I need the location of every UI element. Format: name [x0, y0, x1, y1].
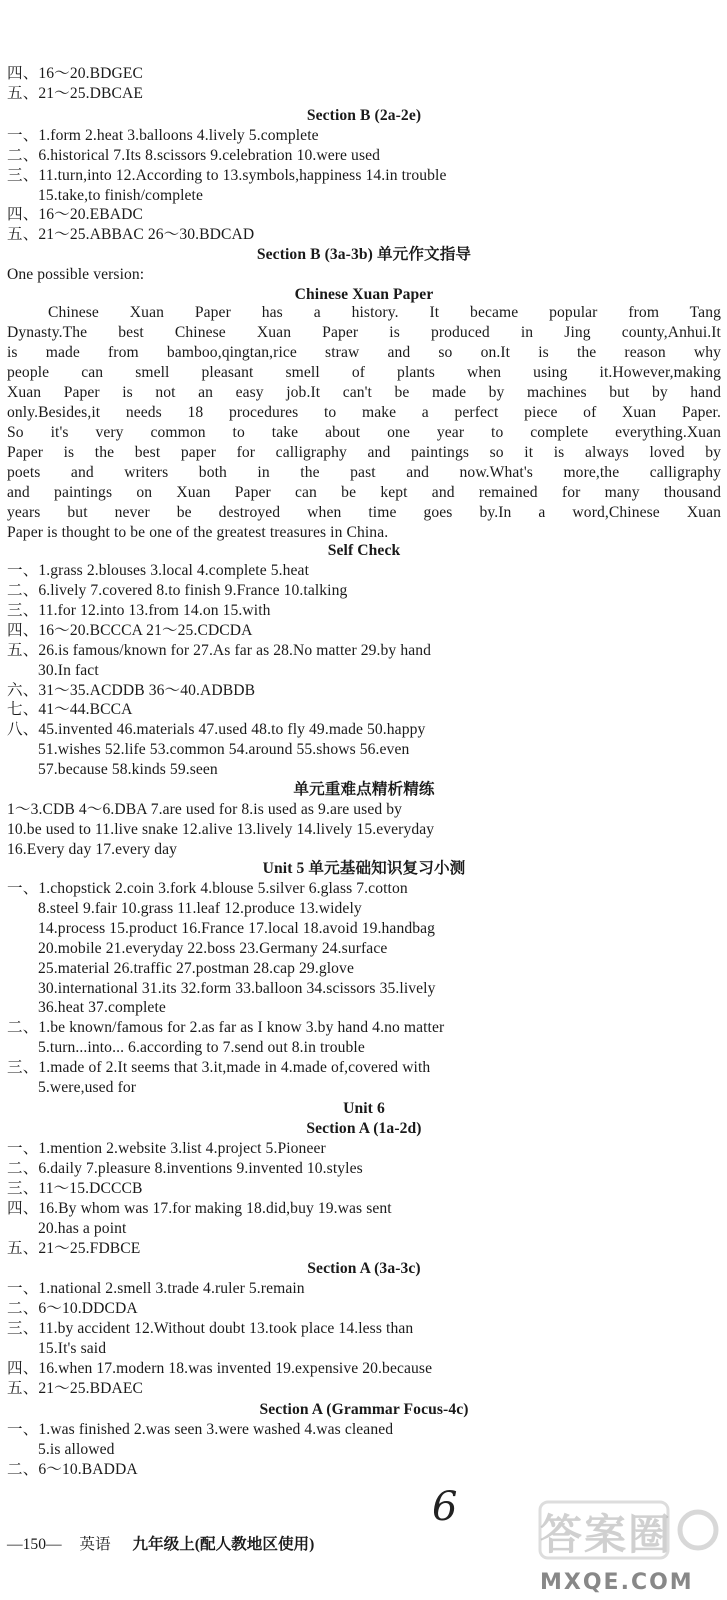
section-heading: Section B (3a-3b) 单元作文指导 — [256, 246, 472, 263]
answer-row: 30.international 31.its 32.form 33.balloon 34.scissors 35.lively — [38, 980, 436, 997]
answer-row: 15.take,to finish/complete — [38, 187, 203, 204]
answer-row: 一、1.grass 2.blouses 3.local 4.complete 5.heat — [7, 562, 310, 579]
answer-row: 三、11.turn,into 12.According to 13.symbols,happiness 14.in trouble — [7, 167, 447, 184]
essay-line: years but never be destroyed when time goes by.In a word,Chinese Xuan — [7, 504, 721, 521]
answer-row: 一、1.mention 2.website 3.list 4.project 5.Pioneer — [7, 1140, 326, 1157]
essay-intro: One possible version: — [7, 266, 145, 283]
handwritten-mark: 6 — [432, 1484, 458, 1530]
essay-line: So it's very common to take about one year to complete everything.Xuan — [7, 424, 721, 441]
answer-row: 四、16～20.BDGEC — [7, 65, 144, 82]
answer-row: 5.were,used for — [38, 1079, 137, 1096]
answer-row: 30.In fact — [38, 662, 99, 679]
answer-row: 一、1.was finished 2.was seen 3.were washed 4.was cleaned — [7, 1421, 394, 1438]
section-heading: Section A (Grammar Focus-4c) — [259, 1401, 469, 1418]
answer-row: 二、6～10.BADDA — [7, 1461, 138, 1478]
answer-row: 8.steel 9.fair 10.grass 11.leaf 12.produce 13.widely — [38, 900, 362, 917]
footer-subject: 英语 — [79, 1536, 111, 1553]
essay-line: is made from bamboo,qingtan,rice straw and so on.It is the reason why — [7, 344, 721, 361]
answer-row: 三、1.made of 2.It seems that 3.it,made in 4.made of,covered with — [7, 1059, 431, 1076]
answer-row: 四、16.By whom was 17.for making 18.did,buy 19.was sent — [7, 1200, 392, 1217]
answer-row: 57.because 58.kinds 59.seen — [38, 761, 218, 778]
answer-row: 三、11.by accident 12.Without doubt 13.took place 14.less than — [7, 1320, 414, 1337]
answer-row: 四、16.when 17.modern 18.was invented 19.expensive 20.because — [7, 1360, 433, 1377]
footer-grade: 九年级上(配人教地区使用) — [132, 1536, 315, 1553]
answer-row: 七、41～44.BCCA — [7, 701, 133, 718]
essay-line: Xuan Paper is not an easy job.It can't be made by machines but by hand — [7, 384, 721, 401]
section-heading: Unit 5 单元基础知识复习小测 — [262, 860, 466, 877]
answer-row: 二、6.historical 7.Its 8.scissors 9.celebration 10.were used — [7, 147, 381, 164]
answer-row: 一、1.form 2.heat 3.balloons 4.lively 5.complete — [7, 127, 319, 144]
section-heading: Section A (1a-2d) — [306, 1120, 422, 1137]
essay-line: Dynasty.The best Chinese Xuan Paper is produced in Jing county,Anhui.It — [7, 324, 721, 341]
answer-row: 5.turn...into... 6.according to 7.send out 8.in trouble — [38, 1039, 365, 1056]
page-footer — [7, 1534, 314, 1556]
essay-line: Chinese Xuan Paper has a history. It became popular from Tang — [48, 304, 721, 321]
answer-row: 15.It's said — [38, 1340, 107, 1357]
answer-row: 一、1.national 2.smell 3.trade 4.ruler 5.remain — [7, 1280, 305, 1297]
unit-heading: Unit 6 — [343, 1100, 385, 1117]
essay-line: poets and writers both in the past and now.What's more,the calligraphy — [7, 464, 721, 481]
answer-row: 36.heat 37.complete — [38, 999, 166, 1016]
answer-row: 三、11.for 12.into 13.from 14.on 15.with — [7, 602, 271, 619]
answer-row: 六、31～35.ACDDB 36～40.ADBDB — [7, 682, 256, 699]
answer-row: 五、21～25.BDAEC — [7, 1380, 144, 1397]
answer-row: 14.process 15.product 16.France 17.local 18.avoid 19.handbag — [38, 920, 436, 937]
essay-line: and paintings on Xuan Paper can be kept and remained for many thousand — [7, 484, 721, 501]
answer-row: 20.mobile 21.everyday 22.boss 23.Germany 24.surface — [38, 940, 388, 957]
answer-row: 一、1.chopstick 2.coin 3.fork 4.blouse 5.silver 6.glass 7.cotton — [7, 880, 408, 897]
answer-row: 20.has a point — [38, 1220, 127, 1237]
answer-row: 25.material 26.traffic 27.postman 28.cap 29.glove — [38, 960, 354, 977]
answer-row: 51.wishes 52.life 53.common 54.around 55.shows 56.even — [38, 741, 410, 758]
essay-line: Paper is thought to be one of the greatest treasures in China. — [7, 524, 389, 541]
answer-row: 五、21～25.DBCAE — [7, 85, 144, 102]
section-heading: Section B (2a-2e) — [306, 107, 422, 124]
essay-line: people can smell pleasant smell of plants when using it.However,making — [7, 364, 721, 381]
answer-row: 五、26.is famous/known for 27.As far as 28.No matter 29.by hand — [7, 642, 432, 659]
answer-row: 5.is allowed — [38, 1441, 115, 1458]
page-number: —150— — [7, 1536, 62, 1553]
answer-row: 二、1.be known/famous for 2.as far as I know 3.by hand 4.no matter — [7, 1019, 445, 1036]
answer-row: 五、21～25.FDBCE — [7, 1240, 141, 1257]
answer-row: 16.Every day 17.every day — [7, 841, 178, 858]
answer-row: 四、16～20.BCCCA 21～25.CDCDA — [7, 622, 253, 639]
essay-line: Paper is the best paper for calligraphy and paintings so it is always loved by — [7, 444, 721, 461]
essay-line: only.Besides,it needs 18 procedures to make a perfect piece of Xuan Paper. — [7, 404, 721, 421]
answer-row: 四、16～20.EBADC — [7, 206, 144, 223]
answer-row: 10.be used to 11.live snake 12.alive 13.lively 14.lively 15.everyday — [7, 821, 435, 838]
answer-row: 二、6.lively 7.covered 8.to finish 9.France 10.talking — [7, 582, 348, 599]
watermark-logo-text: 答案圈 — [540, 1510, 673, 1559]
answer-row: 五、21～25.ABBAC 26～30.BDCAD — [7, 226, 255, 243]
answer-row: 三、11～15.DCCCB — [7, 1180, 143, 1197]
answer-row: 八、45.invented 46.materials 47.used 48.to fly 49.made 50.happy — [7, 721, 426, 738]
watermark-url: MXQE.COM — [540, 1570, 694, 1595]
section-heading: Self Check — [327, 542, 401, 559]
answer-row: 1～3.CDB 4～6.DBA 7.are used for 8.is used as 9.are used by — [7, 801, 403, 818]
section-heading: 单元重难点精析精练 — [293, 781, 435, 798]
answer-row: 二、6.daily 7.pleasure 8.inventions 9.invented 10.styles — [7, 1160, 363, 1177]
essay-title: Chinese Xuan Paper — [294, 286, 434, 303]
section-heading: Section A (3a-3c) — [307, 1260, 421, 1277]
answer-row: 二、6～10.DDCDA — [7, 1300, 138, 1317]
